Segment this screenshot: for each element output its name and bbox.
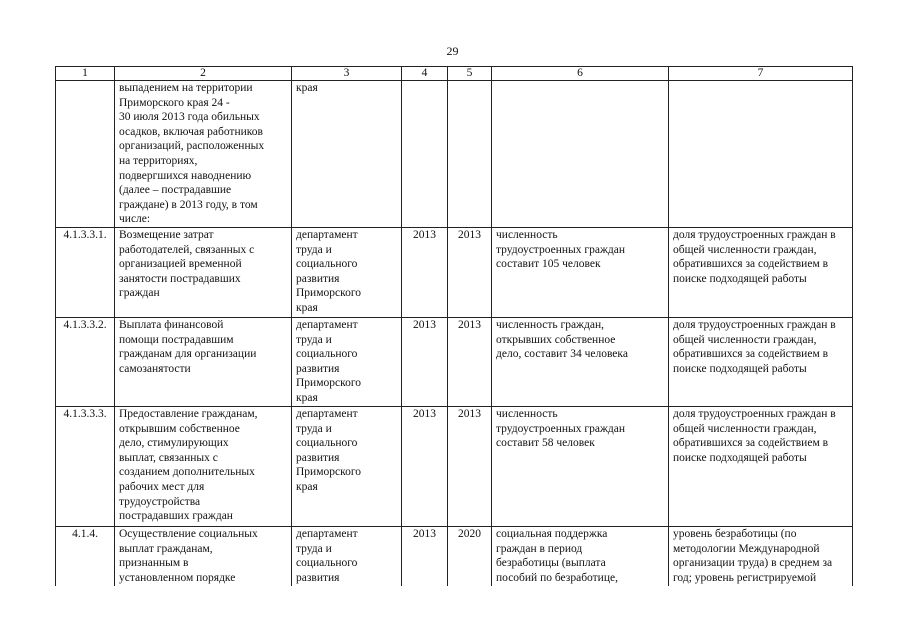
start-year: 2013 bbox=[402, 317, 448, 406]
expected-result: численность трудоустроенных граждан составит 105 человек bbox=[492, 227, 669, 317]
column-header: 7 bbox=[669, 67, 853, 81]
table-row bbox=[56, 317, 853, 406]
expected-result: социальная поддержка граждан в период безработицы (выплата пособий по безработице, bbox=[492, 526, 669, 586]
end-year: 2013 bbox=[448, 406, 492, 526]
responsible-executor: департамент труда и социального развития Приморского края bbox=[292, 406, 402, 526]
column-numbers-row bbox=[56, 67, 853, 81]
item-number: 4.1.3.3.2. bbox=[56, 317, 115, 406]
start-year: 2013 bbox=[402, 227, 448, 317]
column-header: 2 bbox=[115, 67, 292, 81]
end-year: 2013 bbox=[448, 317, 492, 406]
column-header: 6 bbox=[492, 67, 669, 81]
table-row bbox=[56, 227, 853, 317]
column-header: 5 bbox=[448, 67, 492, 81]
end-year: 2020 bbox=[448, 526, 492, 586]
activity-name: Выплата финансовой помощи пострадавшим гражданам для организации самозанятости bbox=[115, 317, 292, 406]
target-indicator: уровень безработицы (по методологии Международной организации труда) в среднем за год; уровень регистрируемой bbox=[669, 526, 853, 586]
table-row bbox=[56, 81, 853, 228]
table-row bbox=[56, 526, 853, 586]
activity-name: Осуществление социальных выплат гражданам, признанным в установленном порядке bbox=[115, 526, 292, 586]
expected-result bbox=[492, 81, 669, 228]
responsible-executor: департамент труда и социального развития bbox=[292, 526, 402, 586]
target-indicator: доля трудоустроенных граждан в общей численности граждан, обратившихся за содействием в поиске подходящей работы bbox=[669, 406, 853, 526]
column-header: 4 bbox=[402, 67, 448, 81]
responsible-executor: департамент труда и социального развития Приморского края bbox=[292, 317, 402, 406]
program-activities-table bbox=[55, 66, 853, 586]
responsible-executor: края bbox=[292, 81, 402, 228]
end-year: 2013 bbox=[448, 227, 492, 317]
target-indicator: доля трудоустроенных граждан в общей численности граждан, обратившихся за содействием в поиске подходящей работы bbox=[669, 317, 853, 406]
end-year bbox=[448, 81, 492, 228]
start-year bbox=[402, 81, 448, 228]
activity-name: Возмещение затрат работодателей, связанных с организацией временной занятости пострадавших граждан bbox=[115, 227, 292, 317]
column-header: 3 bbox=[292, 67, 402, 81]
item-number: 4.1.4. bbox=[56, 526, 115, 586]
start-year: 2013 bbox=[402, 526, 448, 586]
start-year: 2013 bbox=[402, 406, 448, 526]
responsible-executor: департамент труда и социального развития Приморского края bbox=[292, 227, 402, 317]
activity-name: выпадением на территории Приморского края 24 - 30 июля 2013 года обильных осадков, включая работников организаций, расположенных на территориях, подвергшихся наводнению (далее – пострадавшие граждане) в 2013 году, в том числе: bbox=[115, 81, 292, 228]
item-number bbox=[56, 81, 115, 228]
item-number: 4.1.3.3.3. bbox=[56, 406, 115, 526]
column-header: 1 bbox=[56, 67, 115, 81]
target-indicator bbox=[669, 81, 853, 228]
item-number: 4.1.3.3.1. bbox=[56, 227, 115, 317]
target-indicator: доля трудоустроенных граждан в общей численности граждан, обратившихся за содействием в поиске подходящей работы bbox=[669, 227, 853, 317]
expected-result: численность трудоустроенных граждан составит 58 человек bbox=[492, 406, 669, 526]
table-row bbox=[56, 406, 853, 526]
activity-name: Предоставление гражданам, открывшим собственное дело, стимулирующих выплат, связанных с созданием дополнительных рабочих мест для трудоустройства пострадавших граждан bbox=[115, 406, 292, 526]
page-number: 29 bbox=[446, 44, 459, 58]
expected-result: численность граждан, открывших собственное дело, составит 34 человека bbox=[492, 317, 669, 406]
